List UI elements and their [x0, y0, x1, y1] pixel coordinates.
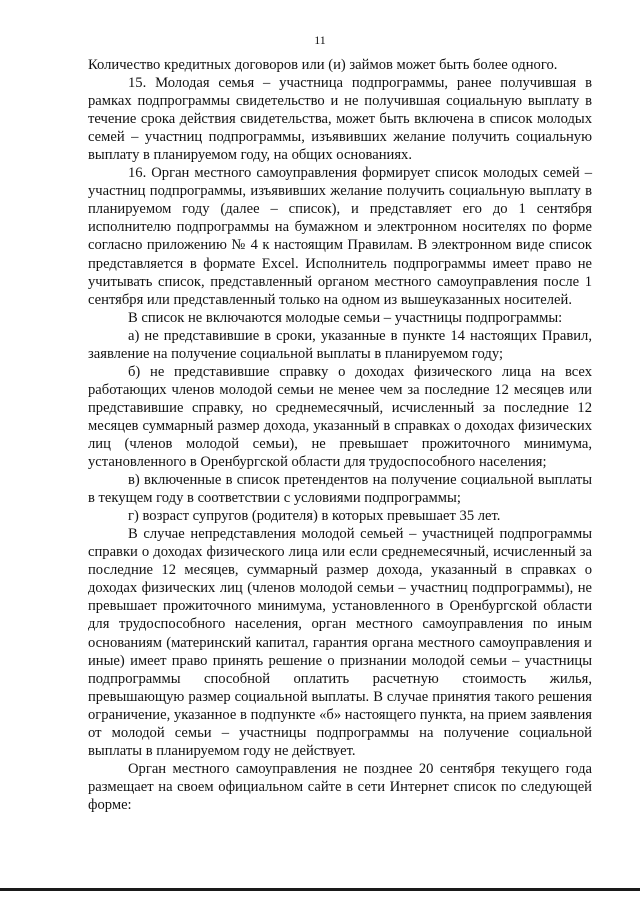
paragraph-no-income-certificate: В случае непредставления молодой семьей – участницей подпрограммы справки о доходах физического лица или если среднемесячный, исчисленный за последние 12 месяцев, суммарный размер дохода, указанный в справках о доходах физических лиц (членов молодой семьи – участниц подпрограммы), не превышает прожиточного минимума, установленного в Оренбургской области для трудоспособного населения, орган местного самоуправления по иным основаниям (материнский капитал, гарантия органа местного самоуправления и иные) имеет право принять решение о признании молодой семьи – участницы подпрограммы способной оплатить расчетную стоимость жилья, превышающую размер социальной выплаты. В случае принятия такого решения ограничение, указанное в подпункте «б» настоящего пункта, на прием заявления от молодой семьи – участницы подпрограммы на получение социальной выплаты в планируемом году не действует. — [88, 526, 592, 759]
paragraph-item-16: 16. Орган местного самоуправления формирует список молодых семей – участниц подпрограммы, изъявивших желание получить социальную выплату в планируемом году (далее – список), и представляет его до 1 сентября исполнителю подпрограммы на бумажном и электронном носителях по форме согласно приложению № 4 к настоящим Правилам. В электронном виде список представляется в формате Excel. Исполнитель подпрограммы имеет право не учитывать список, представленный органом местного самоуправления после 1 сентября или представленный только на одном из вышеуказанных носителей. — [88, 165, 592, 308]
bottom-divider — [0, 888, 640, 891]
paragraph-exclusion-b: б) не представившие справку о доходах физического лица на всех работающих членов молодой семьи не менее чем за последние 12 месяцев или представившие справку, но среднемесячный, исчисленный за последние 12 месяцев суммарный размер дохода, указанный в справках о доходах физических лиц (членов молодой семьи), не превышает прожиточного минимума, установленного в Оренбургской области для трудоспособного населения; — [88, 363, 592, 471]
paragraph-item-15: 15. Молодая семья – участница подпрограммы, ранее получившая в рамках подпрограммы свидетельство и не получившая социальную выплату в течение срока действия свидетельства, может быть включена в список молодых семей – участниц подпрограммы, изъявивших желание получить социальную выплату в планируемом году, на общих основаниях. — [88, 75, 592, 164]
paragraph-list-publication: Орган местного самоуправления не позднее 20 сентября текущего года размещает на своем официальном сайте в сети Интернет список по следующей форме: — [88, 760, 592, 813]
paragraph-credit-count: Количество кредитных договоров или (и) займов может быть более одного. — [88, 57, 558, 73]
paragraph-exclusion-g: г) возраст супругов (родителя) в которых превышает 35 лет. — [128, 508, 501, 525]
paragraph-exclusion-a: а) не представившие в сроки, указанные в пункте 14 настоящих Правил, заявление на получение социальной выплаты в планируемом году; — [88, 327, 592, 362]
page-number: 11 — [314, 33, 326, 47]
paragraph-exclusion-v: в) включенные в список претендентов на получение социальной выплаты в текущем году в соответствии с условиями подпрограммы; — [88, 472, 592, 507]
paragraph-exclusions-intro: В список не включаются молодые семьи – участницы подпрограммы: — [128, 309, 563, 326]
document-body — [88, 56, 592, 814]
